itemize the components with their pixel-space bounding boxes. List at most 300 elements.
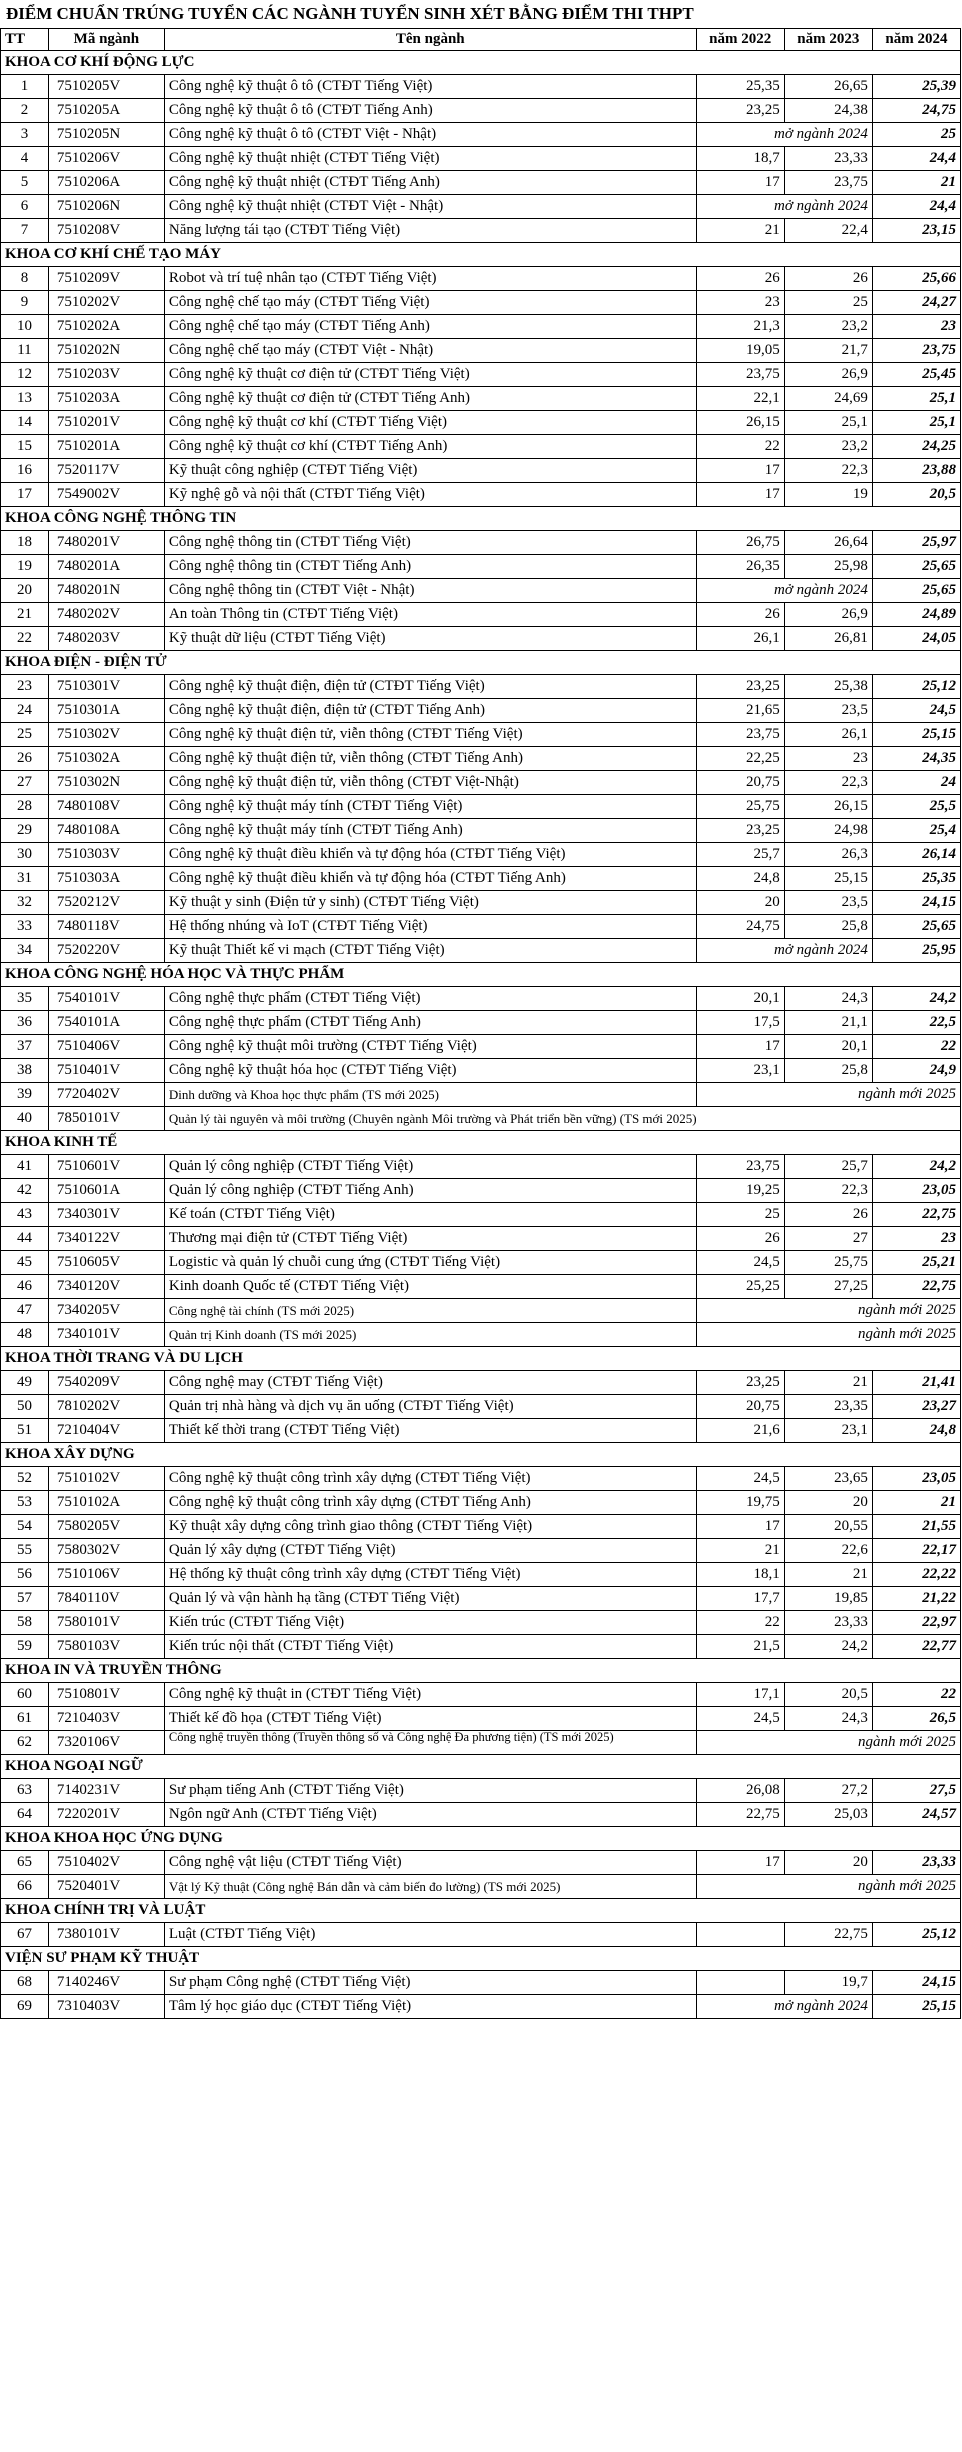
- major-code: 7510203V: [48, 363, 164, 387]
- score-2024: 24,05: [872, 627, 960, 651]
- major-name: Kỹ thuật dữ liệu (CTĐT Tiếng Việt): [164, 627, 696, 651]
- major-code: 7510302V: [48, 723, 164, 747]
- score-2023: 22,6: [784, 1539, 872, 1563]
- major-name: Công nghệ kỹ thuật điều khiển và tự động hóa (CTĐT Tiếng Anh): [164, 867, 696, 891]
- row-number: 18: [1, 531, 49, 555]
- score-2024: 25,21: [872, 1251, 960, 1275]
- row-number: 8: [1, 267, 49, 291]
- score-2022: 22,75: [696, 1803, 784, 1827]
- score-2022: 21: [696, 1539, 784, 1563]
- table-row: [1, 1539, 961, 1563]
- major-code: 7510302N: [48, 771, 164, 795]
- major-code: 7340120V: [48, 1275, 164, 1299]
- major-code: 7140231V: [48, 1779, 164, 1803]
- section-row: [1, 1347, 961, 1371]
- score-2022: 26,35: [696, 555, 784, 579]
- score-2023: 25,98: [784, 555, 872, 579]
- row-number: 55: [1, 1539, 49, 1563]
- header-row: [1, 29, 961, 51]
- major-name: Công nghệ kỹ thuật điện tử, viễn thông (CTĐT Việt-Nhật): [164, 771, 696, 795]
- score-2023: 26,64: [784, 531, 872, 555]
- section-title: KHOA CÔNG NGHỆ THÔNG TIN: [1, 507, 961, 531]
- table-row: [1, 1371, 961, 1395]
- row-number: 69: [1, 1995, 49, 2019]
- score-2024: 25,66: [872, 267, 960, 291]
- score-2023: 20,55: [784, 1515, 872, 1539]
- section-row: [1, 51, 961, 75]
- score-2023: 23,2: [784, 315, 872, 339]
- row-number: 62: [1, 1731, 49, 1755]
- score-2023: 25,8: [784, 1059, 872, 1083]
- major-code: 7210404V: [48, 1419, 164, 1443]
- score-2023: 24,3: [784, 987, 872, 1011]
- score-2022: 21,65: [696, 699, 784, 723]
- major-code: 7510601A: [48, 1179, 164, 1203]
- table-row: [1, 387, 961, 411]
- major-code: 7520212V: [48, 891, 164, 915]
- score-2022: 17,1: [696, 1683, 784, 1707]
- score-2022: 22: [696, 1611, 784, 1635]
- table-row: [1, 1635, 961, 1659]
- major-name: Kỹ thuật xây dựng công trình giao thông (CTĐT Tiếng Việt): [164, 1515, 696, 1539]
- row-number: 54: [1, 1515, 49, 1539]
- score-2024: 22,75: [872, 1275, 960, 1299]
- row-number: 57: [1, 1587, 49, 1611]
- table-row: [1, 1731, 961, 1755]
- row-number: 56: [1, 1563, 49, 1587]
- score-2022: 17: [696, 1035, 784, 1059]
- major-name: Công nghệ kỹ thuật điện tử, viễn thông (CTĐT Tiếng Anh): [164, 747, 696, 771]
- score-2024: 24,35: [872, 747, 960, 771]
- table-row: [1, 915, 961, 939]
- major-name: Công nghệ kỹ thuật in (CTĐT Tiếng Việt): [164, 1683, 696, 1707]
- row-number: 12: [1, 363, 49, 387]
- score-2023: 25,15: [784, 867, 872, 891]
- major-code: 7320106V: [48, 1731, 164, 1755]
- row-number: 7: [1, 219, 49, 243]
- major-name: Luật (CTĐT Tiếng Việt): [164, 1923, 696, 1947]
- major-code: 7480118V: [48, 915, 164, 939]
- score-2024: 23,75: [872, 339, 960, 363]
- section-row: [1, 1131, 961, 1155]
- major-code: 7510301V: [48, 675, 164, 699]
- table-row: [1, 1083, 961, 1107]
- score-2023: 21,1: [784, 1011, 872, 1035]
- score-2022: 21,3: [696, 315, 784, 339]
- section-row: [1, 1755, 961, 1779]
- table-row: [1, 411, 961, 435]
- score-2023: 21,7: [784, 339, 872, 363]
- row-number: 45: [1, 1251, 49, 1275]
- table-row: [1, 171, 961, 195]
- major-code: 7520117V: [48, 459, 164, 483]
- table-row: [1, 1683, 961, 1707]
- table-row: [1, 435, 961, 459]
- header-name: Tên ngành: [164, 29, 696, 51]
- major-name: Công nghệ thông tin (CTĐT Tiếng Việt): [164, 531, 696, 555]
- score-2024: 21,55: [872, 1515, 960, 1539]
- score-2024: 23,05: [872, 1179, 960, 1203]
- row-number: 59: [1, 1635, 49, 1659]
- score-2024: 23,05: [872, 1467, 960, 1491]
- major-name: Công nghệ kỹ thuật môi trường (CTĐT Tiếng Việt): [164, 1035, 696, 1059]
- score-2024: 25,4: [872, 819, 960, 843]
- row-number: 64: [1, 1803, 49, 1827]
- row-number: 58: [1, 1611, 49, 1635]
- score-2022: 20: [696, 891, 784, 915]
- major-code: 7549002V: [48, 483, 164, 507]
- major-code: 7510303V: [48, 843, 164, 867]
- section-title: KHOA THỜI TRANG VÀ DU LỊCH: [1, 1347, 961, 1371]
- major-code: 7510205V: [48, 75, 164, 99]
- score-2022: 26,75: [696, 531, 784, 555]
- major-name: Công nghệ kỹ thuật điện, điện tử (CTĐT Tiếng Việt): [164, 675, 696, 699]
- row-number: 36: [1, 1011, 49, 1035]
- table-row: [1, 723, 961, 747]
- admission-table: [0, 28, 961, 2019]
- major-name: Công nghệ kỹ thuật cơ điện tử (CTĐT Tiếng Anh): [164, 387, 696, 411]
- major-name: Kinh doanh Quốc tế (CTĐT Tiếng Việt): [164, 1275, 696, 1299]
- row-number: 43: [1, 1203, 49, 1227]
- major-name: Kỹ nghệ gỗ và nội thất (CTĐT Tiếng Việt): [164, 483, 696, 507]
- table-row: [1, 363, 961, 387]
- table-row: [1, 99, 961, 123]
- table-row: [1, 603, 961, 627]
- row-number: 25: [1, 723, 49, 747]
- score-2022: 22,25: [696, 747, 784, 771]
- score-2023: 25,7: [784, 1155, 872, 1179]
- score-2022: 21: [696, 219, 784, 243]
- table-row: [1, 819, 961, 843]
- row-number: 21: [1, 603, 49, 627]
- score-2022: 26: [696, 1227, 784, 1251]
- major-name: Công nghệ kỹ thuật cơ khí (CTĐT Tiếng Anh): [164, 435, 696, 459]
- major-code: 7540101A: [48, 1011, 164, 1035]
- score-2022: 17: [696, 1515, 784, 1539]
- major-code: 7340301V: [48, 1203, 164, 1227]
- major-code: 7510106V: [48, 1563, 164, 1587]
- score-2022: 17: [696, 459, 784, 483]
- score-2023: 24,38: [784, 99, 872, 123]
- table-row: [1, 1059, 961, 1083]
- major-code: 7510605V: [48, 1251, 164, 1275]
- row-number: 1: [1, 75, 49, 99]
- major-name: Công nghệ kỹ thuật nhiệt (CTĐT Tiếng Việt): [164, 147, 696, 171]
- row-number: 47: [1, 1299, 49, 1323]
- row-number: 16: [1, 459, 49, 483]
- major-name: Công nghệ kỹ thuật ô tô (CTĐT Việt - Nhật): [164, 123, 696, 147]
- table-row: [1, 795, 961, 819]
- table-row: [1, 843, 961, 867]
- score-2023: 19,7: [784, 1971, 872, 1995]
- score-2024: 25,12: [872, 675, 960, 699]
- major-name: Công nghệ kỹ thuật công trình xây dựng (CTĐT Tiếng Anh): [164, 1491, 696, 1515]
- row-number: 22: [1, 627, 49, 651]
- table-row: [1, 1251, 961, 1275]
- row-number: 34: [1, 939, 49, 963]
- major-name: Công nghệ kỹ thuật ô tô (CTĐT Tiếng Anh): [164, 99, 696, 123]
- score-2023: 22,4: [784, 219, 872, 243]
- score-2022: 23,25: [696, 819, 784, 843]
- score-2023: 23,2: [784, 435, 872, 459]
- score-2022: 17: [696, 1851, 784, 1875]
- table-row: [1, 315, 961, 339]
- row-number: 52: [1, 1467, 49, 1491]
- score-2022: 26,15: [696, 411, 784, 435]
- table-body: [1, 51, 961, 2019]
- table-row: [1, 987, 961, 1011]
- score-2024: 22,77: [872, 1635, 960, 1659]
- score-2023: 27,2: [784, 1779, 872, 1803]
- score-2024: 22,97: [872, 1611, 960, 1635]
- row-number: 14: [1, 411, 49, 435]
- page-title: ĐIỂM CHUẨN TRÚNG TUYỂN CÁC NGÀNH TUYỂN SINH XÉT BẰNG ĐIỂM THI THPT: [6, 4, 694, 23]
- score-2024: 24: [872, 771, 960, 795]
- major-name: Quản lý công nghiệp (CTĐT Tiếng Việt): [164, 1155, 696, 1179]
- major-name: Quản lý và vận hành hạ tầng (CTĐT Tiếng Việt): [164, 1587, 696, 1611]
- major-name: Sư phạm tiếng Anh (CTĐT Tiếng Việt): [164, 1779, 696, 1803]
- score-2024: 22,75: [872, 1203, 960, 1227]
- major-name: Công nghệ chế tạo máy (CTĐT Việt - Nhật): [164, 339, 696, 363]
- score-2022: 23,25: [696, 1371, 784, 1395]
- row-number: 20: [1, 579, 49, 603]
- table-row: [1, 1323, 961, 1347]
- major-code: 7510402V: [48, 1851, 164, 1875]
- major-code: 7480201V: [48, 531, 164, 555]
- major-name: Năng lượng tái tạo (CTĐT Tiếng Việt): [164, 219, 696, 243]
- major-code: 7510202V: [48, 291, 164, 315]
- row-number: 27: [1, 771, 49, 795]
- score-2022: 19,75: [696, 1491, 784, 1515]
- table-row: [1, 1467, 961, 1491]
- score-2023: 22,3: [784, 459, 872, 483]
- score-2023: 23: [784, 747, 872, 771]
- major-code: 7510205A: [48, 99, 164, 123]
- new-major-note: ngành mới 2025: [696, 1299, 960, 1323]
- score-2023: 25,03: [784, 1803, 872, 1827]
- score-2024: 24,25: [872, 435, 960, 459]
- score-2023: 20,5: [784, 1683, 872, 1707]
- score-2024: 24,57: [872, 1803, 960, 1827]
- new-major-note: ngành mới 2025: [696, 1731, 960, 1755]
- table-row: [1, 1515, 961, 1539]
- major-code: 7540209V: [48, 1371, 164, 1395]
- row-number: 29: [1, 819, 49, 843]
- major-name: Công nghệ tài chính (TS mới 2025): [164, 1299, 696, 1323]
- score-2024: 25,65: [872, 555, 960, 579]
- score-2022: 21,6: [696, 1419, 784, 1443]
- major-name: Công nghệ chế tạo máy (CTĐT Tiếng Việt): [164, 291, 696, 315]
- score-2024: 24,2: [872, 1155, 960, 1179]
- table-row: [1, 1107, 961, 1131]
- score-2023: 24,2: [784, 1635, 872, 1659]
- table-row: [1, 675, 961, 699]
- row-number: 13: [1, 387, 49, 411]
- score-2024: 24,75: [872, 99, 960, 123]
- score-2023: 23,65: [784, 1467, 872, 1491]
- major-code: 7480203V: [48, 627, 164, 651]
- row-number: 3: [1, 123, 49, 147]
- row-number: 35: [1, 987, 49, 1011]
- score-2023: 20: [784, 1851, 872, 1875]
- major-code: 7340122V: [48, 1227, 164, 1251]
- major-code: 7480201A: [48, 555, 164, 579]
- score-2024: 23,27: [872, 1395, 960, 1419]
- row-number: 24: [1, 699, 49, 723]
- table-row: [1, 939, 961, 963]
- table-row: [1, 747, 961, 771]
- score-2022: 23,1: [696, 1059, 784, 1083]
- score-2024: 22,17: [872, 1539, 960, 1563]
- score-2023: 22,3: [784, 1179, 872, 1203]
- major-code: 7480201N: [48, 579, 164, 603]
- score-2024: 24,27: [872, 291, 960, 315]
- section-title: KHOA CƠ KHÍ CHẾ TẠO MÁY: [1, 243, 961, 267]
- header-2024: năm 2024: [872, 29, 960, 51]
- major-name: Công nghệ kỹ thuật hóa học (CTĐT Tiếng Việt): [164, 1059, 696, 1083]
- score-2024: 25,5: [872, 795, 960, 819]
- major-code: 7340101V: [48, 1323, 164, 1347]
- score-2022: 26,08: [696, 1779, 784, 1803]
- table-row: [1, 1275, 961, 1299]
- major-code: 7480108A: [48, 819, 164, 843]
- score-2022: 23,75: [696, 723, 784, 747]
- major-code: 7220201V: [48, 1803, 164, 1827]
- major-code: 7340205V: [48, 1299, 164, 1323]
- section-row: [1, 963, 961, 987]
- score-2023: 24,69: [784, 387, 872, 411]
- table-row: [1, 1227, 961, 1251]
- new-major-note: ngành mới 2025: [696, 1875, 960, 1899]
- score-2022: 17,7: [696, 1587, 784, 1611]
- row-number: 6: [1, 195, 49, 219]
- score-2023: 19: [784, 483, 872, 507]
- table-row: [1, 291, 961, 315]
- section-row: [1, 1947, 961, 1971]
- table-row: [1, 483, 961, 507]
- major-code: 7520220V: [48, 939, 164, 963]
- major-code: 7510206V: [48, 147, 164, 171]
- score-2023: 19,85: [784, 1587, 872, 1611]
- section-row: [1, 507, 961, 531]
- section-row: [1, 1443, 961, 1467]
- score-2023: 24,3: [784, 1707, 872, 1731]
- score-2023: 22,3: [784, 771, 872, 795]
- section-title: KHOA XÂY DỰNG: [1, 1443, 961, 1467]
- opened-2024-note: mở ngành 2024: [696, 939, 872, 963]
- major-name: Kỹ thuật y sinh (Điện tử y sinh) (CTĐT Tiếng Việt): [164, 891, 696, 915]
- major-name: Logistic và quản lý chuỗi cung ứng (CTĐT Tiếng Việt): [164, 1251, 696, 1275]
- major-code: 7510202A: [48, 315, 164, 339]
- score-2022: 23: [696, 291, 784, 315]
- opened-2024-note: mở ngành 2024: [696, 1995, 872, 2019]
- major-code: 7510302A: [48, 747, 164, 771]
- major-code: 7210403V: [48, 1707, 164, 1731]
- table-row: [1, 1299, 961, 1323]
- score-2024: 24,15: [872, 1971, 960, 1995]
- section-title: VIỆN SƯ PHẠM KỸ THUẬT: [1, 1947, 961, 1971]
- opened-2024-note: mở ngành 2024: [696, 195, 872, 219]
- major-code: 7310403V: [48, 1995, 164, 2019]
- score-2024: 27,5: [872, 1779, 960, 1803]
- score-2024: 24,2: [872, 987, 960, 1011]
- table-row: [1, 1395, 961, 1419]
- score-2022: 19,05: [696, 339, 784, 363]
- score-2022: [696, 1971, 784, 1995]
- score-2023: 20,1: [784, 1035, 872, 1059]
- score-2022: 26: [696, 603, 784, 627]
- header-code: Mã ngành: [48, 29, 164, 51]
- major-name: Công nghệ kỹ thuật điều khiển và tự động hóa (CTĐT Tiếng Việt): [164, 843, 696, 867]
- score-2022: 20,1: [696, 987, 784, 1011]
- score-2024: 21,22: [872, 1587, 960, 1611]
- score-2022: 24,5: [696, 1467, 784, 1491]
- table-row: [1, 699, 961, 723]
- table-row: [1, 195, 961, 219]
- score-2024: 23,15: [872, 219, 960, 243]
- table-row: [1, 1971, 961, 1995]
- score-2023: 25,1: [784, 411, 872, 435]
- row-number: 31: [1, 867, 49, 891]
- major-name: Công nghệ vật liệu (CTĐT Tiếng Việt): [164, 1851, 696, 1875]
- row-number: 53: [1, 1491, 49, 1515]
- row-number: 49: [1, 1371, 49, 1395]
- row-number: 37: [1, 1035, 49, 1059]
- score-2022: 19,25: [696, 1179, 784, 1203]
- section-row: [1, 651, 961, 675]
- score-2024: 25,1: [872, 387, 960, 411]
- table-row: [1, 1851, 961, 1875]
- score-2023: 25,75: [784, 1251, 872, 1275]
- score-2023: 23,1: [784, 1419, 872, 1443]
- major-code: 7480108V: [48, 795, 164, 819]
- table-row: [1, 1995, 961, 2019]
- table-row: [1, 147, 961, 171]
- header-2022: năm 2022: [696, 29, 784, 51]
- score-2022: 24,5: [696, 1707, 784, 1731]
- score-2022: 25,25: [696, 1275, 784, 1299]
- score-2023: 27,25: [784, 1275, 872, 1299]
- major-code: 7510201A: [48, 435, 164, 459]
- score-2024: 22: [872, 1035, 960, 1059]
- major-code: 7510206A: [48, 171, 164, 195]
- major-name: Thương mại điện tử (CTĐT Tiếng Việt): [164, 1227, 696, 1251]
- score-2024: 26,14: [872, 843, 960, 867]
- score-2023: 24,98: [784, 819, 872, 843]
- table-row: [1, 1035, 961, 1059]
- table-row: [1, 627, 961, 651]
- row-number: 15: [1, 435, 49, 459]
- score-2024: 25,65: [872, 579, 960, 603]
- row-number: 65: [1, 1851, 49, 1875]
- score-2023: 25,8: [784, 915, 872, 939]
- row-number: 66: [1, 1875, 49, 1899]
- score-2023: 26,81: [784, 627, 872, 651]
- table-row: [1, 267, 961, 291]
- major-code: 7850101V: [48, 1107, 164, 1131]
- major-name: Công nghệ may (CTĐT Tiếng Việt): [164, 1371, 696, 1395]
- score-2024: 23: [872, 315, 960, 339]
- score-2022: 25: [696, 1203, 784, 1227]
- major-name: Công nghệ kỹ thuật cơ khí (CTĐT Tiếng Việt): [164, 411, 696, 435]
- row-number: 67: [1, 1923, 49, 1947]
- major-code: 7840110V: [48, 1587, 164, 1611]
- major-name: Sư phạm Công nghệ (CTĐT Tiếng Việt): [164, 1971, 696, 1995]
- score-2023: 23,35: [784, 1395, 872, 1419]
- major-name: Quản trị Kinh doanh (TS mới 2025): [164, 1323, 696, 1347]
- score-2024: 21: [872, 1491, 960, 1515]
- row-number: 42: [1, 1179, 49, 1203]
